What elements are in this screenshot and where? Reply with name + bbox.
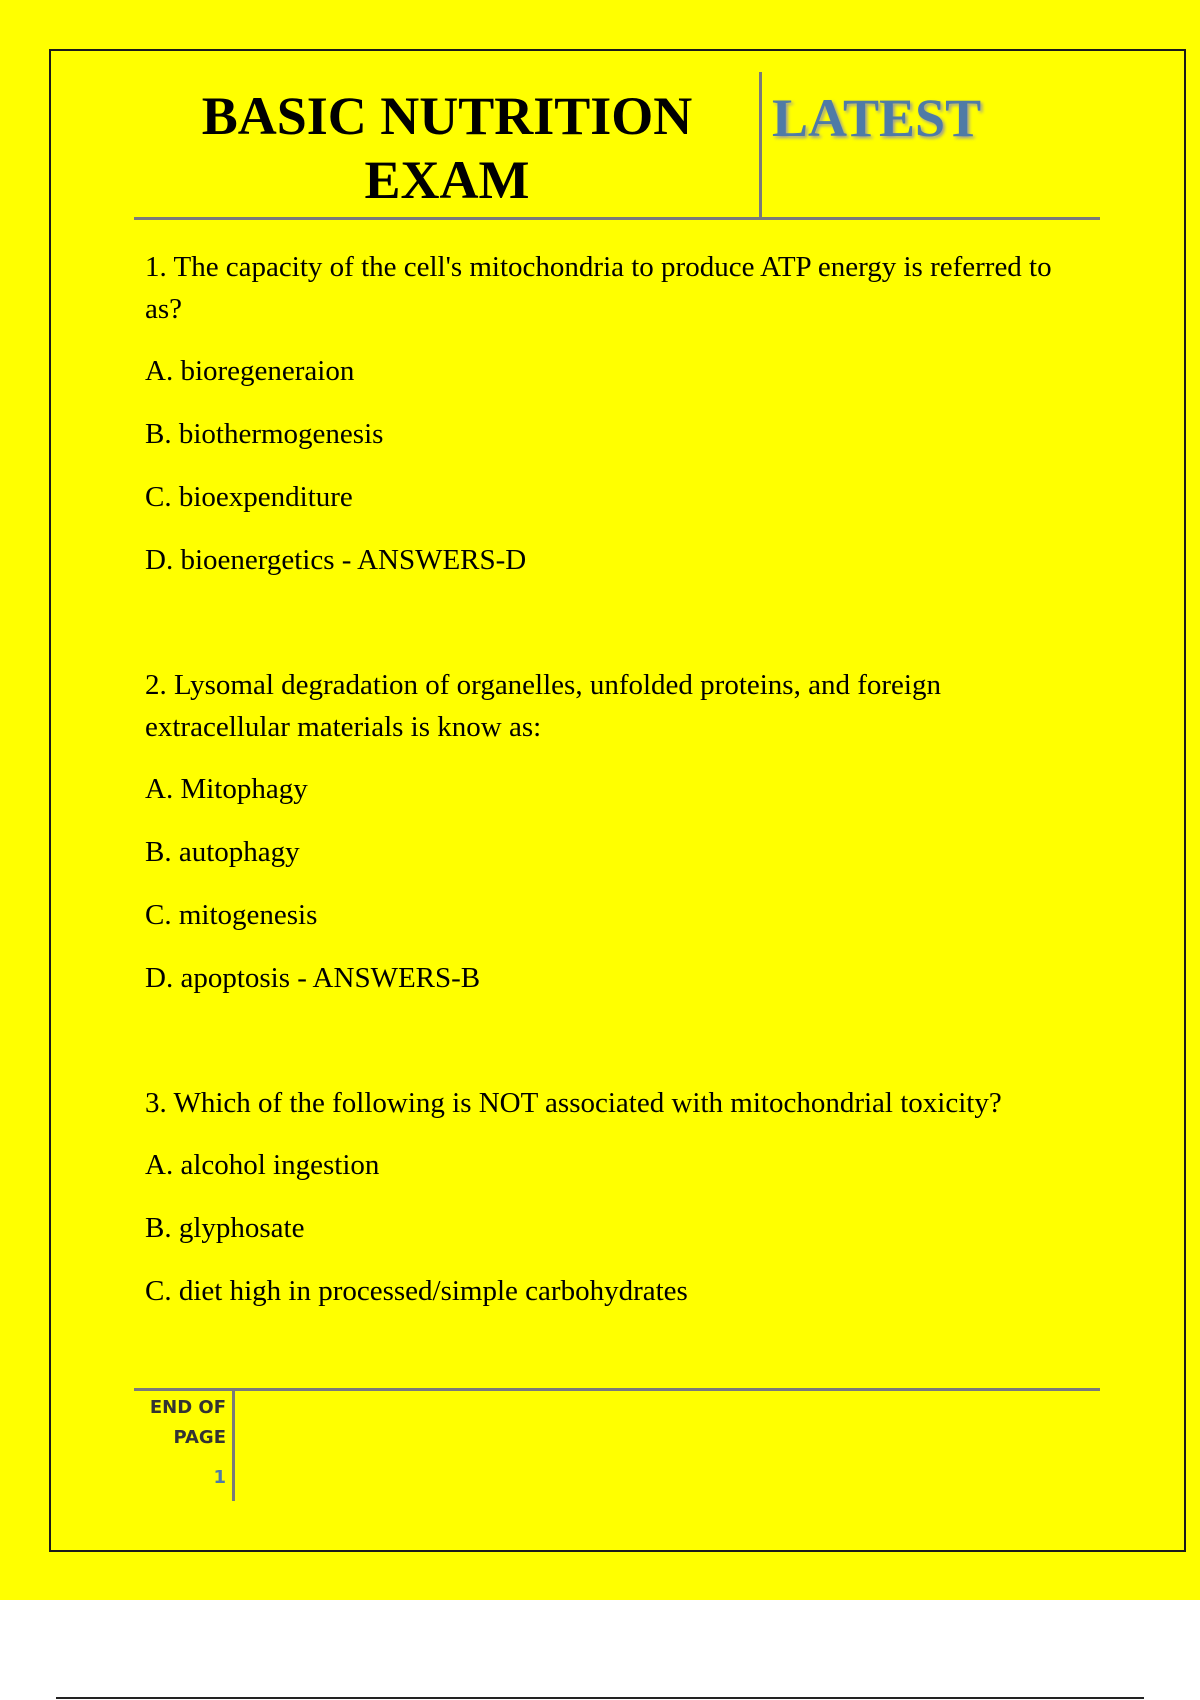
- latest-badge: LATEST: [772, 88, 982, 148]
- option-b: B. autophagy: [145, 836, 300, 868]
- page-title: BASIC NUTRITION EXAM: [201, 86, 693, 210]
- footer-label: [134, 1393, 226, 1453]
- questions-list: [145, 246, 1065, 1333]
- option-a: A. alcohol ingestion: [145, 1149, 380, 1181]
- option-c: C. bioexpenditure: [145, 481, 353, 513]
- question-3: [145, 1082, 1065, 1312]
- page-number: 1: [213, 1467, 226, 1488]
- footer-rule: [134, 1388, 1100, 1391]
- question-spacer: [145, 1020, 1065, 1082]
- footer-label-line1: END OF: [149, 1397, 226, 1418]
- question-1: [145, 246, 1065, 581]
- question-text: 1. The capacity of the cell's mitochondria to produce ATP energy is referred to as?: [145, 251, 1052, 325]
- question-2: [145, 664, 1065, 999]
- question-spacer: [145, 602, 1065, 664]
- question-text: 3. Which of the following is NOT associated with mitochondrial toxicity?: [145, 1087, 1002, 1119]
- header-divider: [759, 72, 762, 220]
- header: [134, 72, 1100, 220]
- option-b: B. glyphosate: [145, 1212, 305, 1244]
- option-a: A. Mitophagy: [145, 773, 308, 805]
- option-d: D. apoptosis - ANSWERS-B: [145, 962, 481, 994]
- footer-label-line2: PAGE: [173, 1427, 226, 1448]
- option-c: C. mitogenesis: [145, 899, 318, 931]
- option-c: C. diet high in processed/simple carbohydrates: [145, 1275, 688, 1307]
- option-a: A. bioregeneraion: [145, 355, 355, 387]
- option-b: B. biothermogenesis: [145, 418, 384, 450]
- bottom-rule: [56, 1697, 1144, 1699]
- question-text: 2. Lysomal degradation of organelles, unfolded proteins, and foreign extracellular materials is know as:: [145, 669, 941, 743]
- option-d: D. bioenergetics - ANSWERS-D: [145, 544, 527, 576]
- footer-divider: [232, 1389, 235, 1501]
